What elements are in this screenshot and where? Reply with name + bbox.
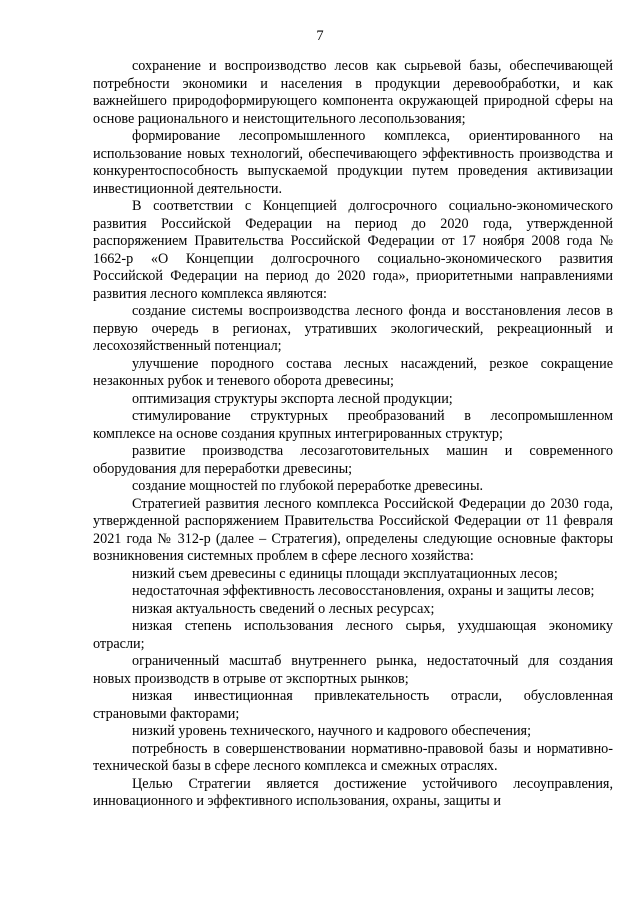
paragraph: недостаточная эффективность лесовосстановления, охраны и защиты лесов; <box>132 583 595 599</box>
paragraph: стимулирование структурных преобразований в лесопромышленном комплексе на основе создания крупных интегрированных структур; <box>93 408 613 442</box>
paragraph: потребность в совершенствовании нормативно-правовой базы и нормативно-технической базы в сфере лесного комплекса и смежных отраслях. <box>93 740 613 774</box>
paragraph: низкий уровень технического, научного и кадрового обеспечения; <box>132 723 532 739</box>
paragraph: создание мощностей по глубокой переработке древесины. <box>132 478 484 494</box>
paragraph: улучшение породного состава лесных насаждений, резкое сокращение незаконных рубок и теневого оборота древесины; <box>93 355 613 389</box>
page-number: 7 <box>316 28 324 44</box>
paragraph: ограниченный масштаб внутреннего рынка, недостаточный для создания новых производств в отрыве от экспортных рынков; <box>93 653 613 687</box>
paragraph: низкая актуальность сведений о лесных ресурсах; <box>132 600 435 617</box>
body-text <box>93 58 613 811</box>
paragraph: Стратегией развития лесного комплекса Российской Федерации до 2030 года, утвержденной распоряжением Правительства Российской Федерации от 11 февраля 2021 года № 312-р (далее – Стратегия), определены следующие основные факторы возникновения системных проблем в сфере лесного хозяйства: <box>93 495 613 564</box>
paragraph: формирование лесопромышленного комплекса, ориентированного на использование новых технологий, обеспечивающего эффективность производства и конкурентоспособность выпускаемой продукции путем проведения активизации инвестиционной деятельности. <box>93 128 613 197</box>
paragraph: низкий съем древесины с единицы площади эксплуатационных лесов; <box>132 565 558 582</box>
paragraph: создание системы воспроизводства лесного фонда и восстановления лесов в первую очередь в регионах, утративших экологический, рекреационный и лесохозяйственный потенциал; <box>93 303 613 354</box>
paragraph: оптимизация структуры экспорта лесной продукции; <box>132 390 453 407</box>
paragraph: низкая инвестиционная привлекательность отрасли, обусловленная страновыми факторами; <box>93 688 613 722</box>
paragraph: развитие производства лесозаготовительных машин и современного оборудования для переработки древесины; <box>93 443 613 477</box>
paragraph: Целью Стратегии является достижение устойчивого лесоуправления, инновационного и эффективного использования, охраны, защиты и <box>93 775 613 809</box>
paragraph: низкая степень использования лесного сырья, ухудшающая экономику отрасли; <box>93 618 613 652</box>
paragraph: В соответствии с Концепцией долгосрочного социально-экономического развития Российской Федерации на период до 2020 года, утвержденной распоряжением Правительства Российской Федерации от 17 ноября 2008 года № 1662-р «О Концепции долгосрочного социально-экономического развития Российской Федерации на период до 2020 года», приоритетными направлениями развития лесного комплекса являются: <box>93 198 613 302</box>
paragraph: сохранение и воспроизводство лесов как сырьевой базы, обеспечивающей потребности экономики и населения в продукции деревообработки, и как важнейшего природоформирующего компонента окружающей природной сферы на основе рационального и неистощительного лесопользования; <box>93 58 613 127</box>
